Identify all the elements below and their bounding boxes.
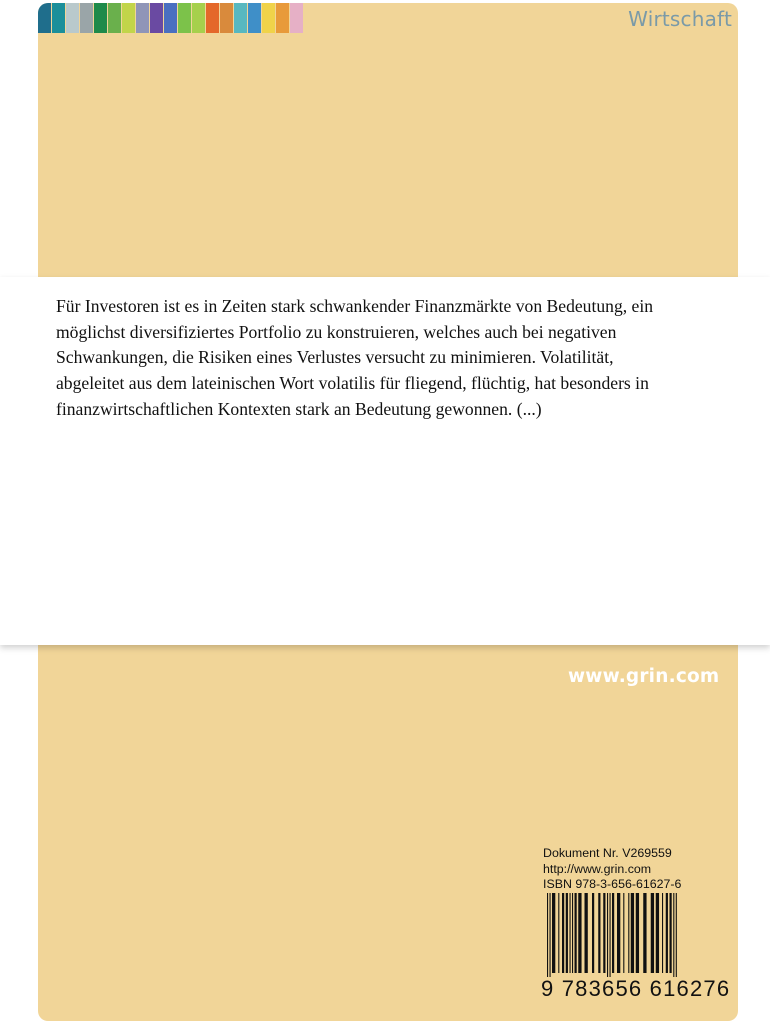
blurb-panel bbox=[0, 277, 770, 645]
color-stripe bbox=[136, 3, 149, 33]
color-stripe bbox=[150, 3, 163, 33]
color-stripe bbox=[178, 3, 191, 33]
color-stripe bbox=[276, 3, 289, 33]
document-metadata bbox=[543, 846, 681, 893]
isbn-barcode bbox=[545, 893, 725, 977]
series-label: Wirtschaft bbox=[628, 7, 732, 31]
color-stripe bbox=[248, 3, 261, 33]
color-stripe bbox=[94, 3, 107, 33]
color-stripe bbox=[206, 3, 219, 33]
color-stripe bbox=[262, 3, 275, 33]
color-stripe-band bbox=[38, 3, 304, 33]
color-stripe bbox=[66, 3, 79, 33]
color-stripe bbox=[164, 3, 177, 33]
isbn: ISBN 978-3-656-61627-6 bbox=[543, 877, 682, 891]
color-stripe bbox=[108, 3, 121, 33]
color-stripe bbox=[52, 3, 65, 33]
publisher-website[interactable]: www.grin.com bbox=[568, 666, 720, 687]
color-stripe bbox=[122, 3, 135, 33]
color-stripe bbox=[38, 3, 51, 33]
color-stripe bbox=[290, 3, 303, 33]
document-url[interactable]: http://www.grin.com bbox=[543, 861, 652, 876]
blurb-text: Für Investoren ist es in Zeiten stark schwankender Finanzmärkte von Bedeutung, ein möglichst diversifiziertes Portfolio zu konstruieren, welches auch bei negativen Schwankungen, die Risiken eines Verlustes versucht zu minimieren. Volatilität, abgeleitet aus dem lateinischen Wort volatilis für fliegend, flüchtig, hat besonders in finanzwirtschaftlichen Kontexten stark an Bedeutung gewonnen. (...) bbox=[56, 296, 654, 419]
color-stripe bbox=[80, 3, 93, 33]
color-stripe bbox=[220, 3, 233, 33]
color-stripe bbox=[192, 3, 205, 33]
document-number: Dokument Nr. V269559 bbox=[543, 846, 672, 860]
barcode-digits: 9 783656 616276 bbox=[541, 976, 731, 1001]
color-stripe bbox=[234, 3, 247, 33]
